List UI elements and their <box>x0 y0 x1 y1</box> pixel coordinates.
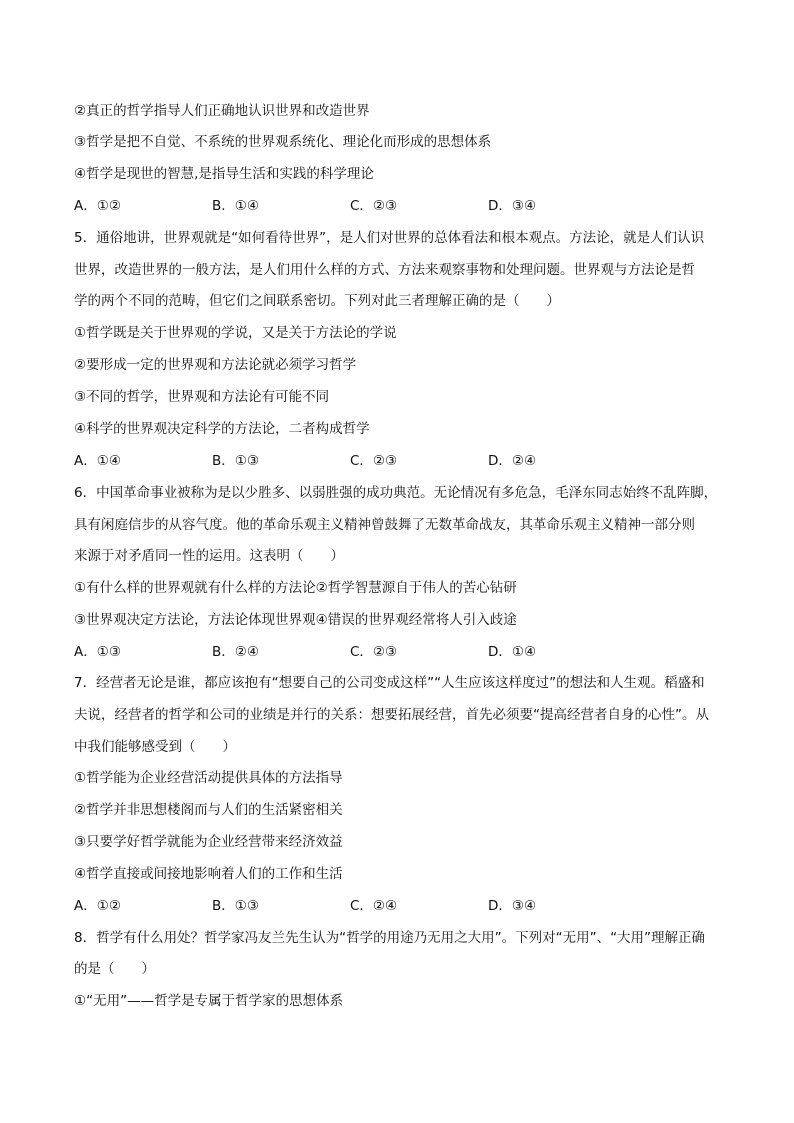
q8-stem-line-2: 的是（ ） <box>74 961 155 977</box>
q4-options <box>74 196 734 216</box>
q6-option-c[interactable]: C．②③ <box>350 644 398 660</box>
q7-statement-3: ③只要学好哲学就能为企业经营带来经济效益 <box>74 834 343 850</box>
q7-option-b[interactable]: B．①③ <box>212 898 259 914</box>
q6-stem-line-1: 6．中国革命事业被称为是以少胜多、以弱胜强的成功典范。无论情况有多危急，毛泽东同志始终不乱阵脚， <box>74 485 718 501</box>
q5-statement-4: ④科学的世界观决定科学的方法论，二者构成哲学 <box>74 421 370 437</box>
q5-option-a[interactable]: A．①④ <box>74 453 121 469</box>
q7-option-d[interactable]: D．③④ <box>488 898 537 914</box>
q7-stem-line-2: 夫说，经营者的哲学和公司的业绩是并行的关系：想要拓展经营，首先必须要“提高经营者自身的心性”。从 <box>74 707 709 723</box>
q5-option-c[interactable]: C．②③ <box>350 453 398 469</box>
q5-statement-1: ①哲学既是关于世界观的学说，又是关于方法论的学说 <box>74 325 397 341</box>
q5-options <box>74 451 734 471</box>
q5-statement-3: ③不同的哲学，世界观和方法论有可能不同 <box>74 389 330 405</box>
q5-statement-2: ②要形成一定的世界观和方法论就必须学习哲学 <box>74 357 357 373</box>
q4-option-c[interactable]: C．②③ <box>350 198 398 214</box>
q6-statement-2: ③世界观决定方法论，方法论体现世界观④错误的世界观经常将人引入歧途 <box>74 612 517 628</box>
q7-statement-2: ②哲学并非思想楼阁而与人们的生活紧密相关 <box>74 802 343 818</box>
q7-option-a[interactable]: A．①② <box>74 898 121 914</box>
q8-statement-1: ①“无用”——哲学是专属于哲学家的思想体系 <box>74 993 344 1009</box>
q5-option-d[interactable]: D．②④ <box>488 453 537 469</box>
q5-stem-line-2: 世界，改造世界的一般方法，是人们用什么样的方式、方法来观察事物和处理问题。世界观与方法论是哲 <box>74 262 695 278</box>
q6-stem-line-2: 具有闲庭信步的从容气度。他的革命乐观主义精神曾鼓舞了无数革命战友，其革命乐观主义精神一部分则 <box>74 517 695 533</box>
q7-stem-line-1: 7．经营者无论是谁，都应该抱有“想要自己的公司变成这样”“人生应该这样度过”的想法和人生观。稻盛和 <box>74 675 705 691</box>
q6-option-d[interactable]: D．①④ <box>488 644 537 660</box>
q4-statement-2: ②真正的哲学指导人们正确地认识世界和改造世界 <box>74 103 370 119</box>
q7-options <box>74 896 734 916</box>
q7-stem-line-3: 中我们能够感受到（ ） <box>74 739 236 755</box>
q4-statement-3: ③哲学是把不自觉、不系统的世界观系统化、理论化而形成的思想体系 <box>74 134 492 150</box>
q6-statement-1: ①有什么样的世界观就有什么样的方法论②哲学智慧源自于伟人的苦心钻研 <box>74 580 517 596</box>
q5-option-b[interactable]: B．①③ <box>212 453 259 469</box>
q6-options <box>74 642 734 662</box>
q4-option-d[interactable]: D．③④ <box>488 198 537 214</box>
q4-option-b[interactable]: B．①④ <box>212 198 259 214</box>
q7-option-c[interactable]: C．②④ <box>350 898 398 914</box>
q7-statement-1: ①哲学能为企业经营活动提供具体的方法指导 <box>74 770 343 786</box>
q8-stem-line-1: 8．哲学有什么用处？哲学家冯友兰先生认为“哲学的用途乃无用之大用”。下列对“无用”、“大用”理解正确 <box>74 930 706 946</box>
q6-option-a[interactable]: A．①③ <box>74 644 121 660</box>
q4-option-a[interactable]: A．①② <box>74 198 121 214</box>
q5-stem-line-3: 学的两个不同的范畴，但它们之间联系密切。下列对此三者理解正确的是（ ） <box>74 293 560 309</box>
q6-stem-line-3: 来源于对矛盾同一性的运用。这表明（ ） <box>74 548 344 564</box>
q7-statement-4: ④哲学直接或间接地影响着人们的工作和生活 <box>74 866 343 882</box>
q4-statement-4: ④哲学是现世的智慧,是指导生活和实践的科学理论 <box>74 166 374 182</box>
q6-option-b[interactable]: B．②④ <box>212 644 259 660</box>
q5-stem-line-1: 5．通俗地讲，世界观就是“如何看待世界”，是人们对世界的总体看法和根本观点。方法论，就是人们认识 <box>74 230 705 246</box>
